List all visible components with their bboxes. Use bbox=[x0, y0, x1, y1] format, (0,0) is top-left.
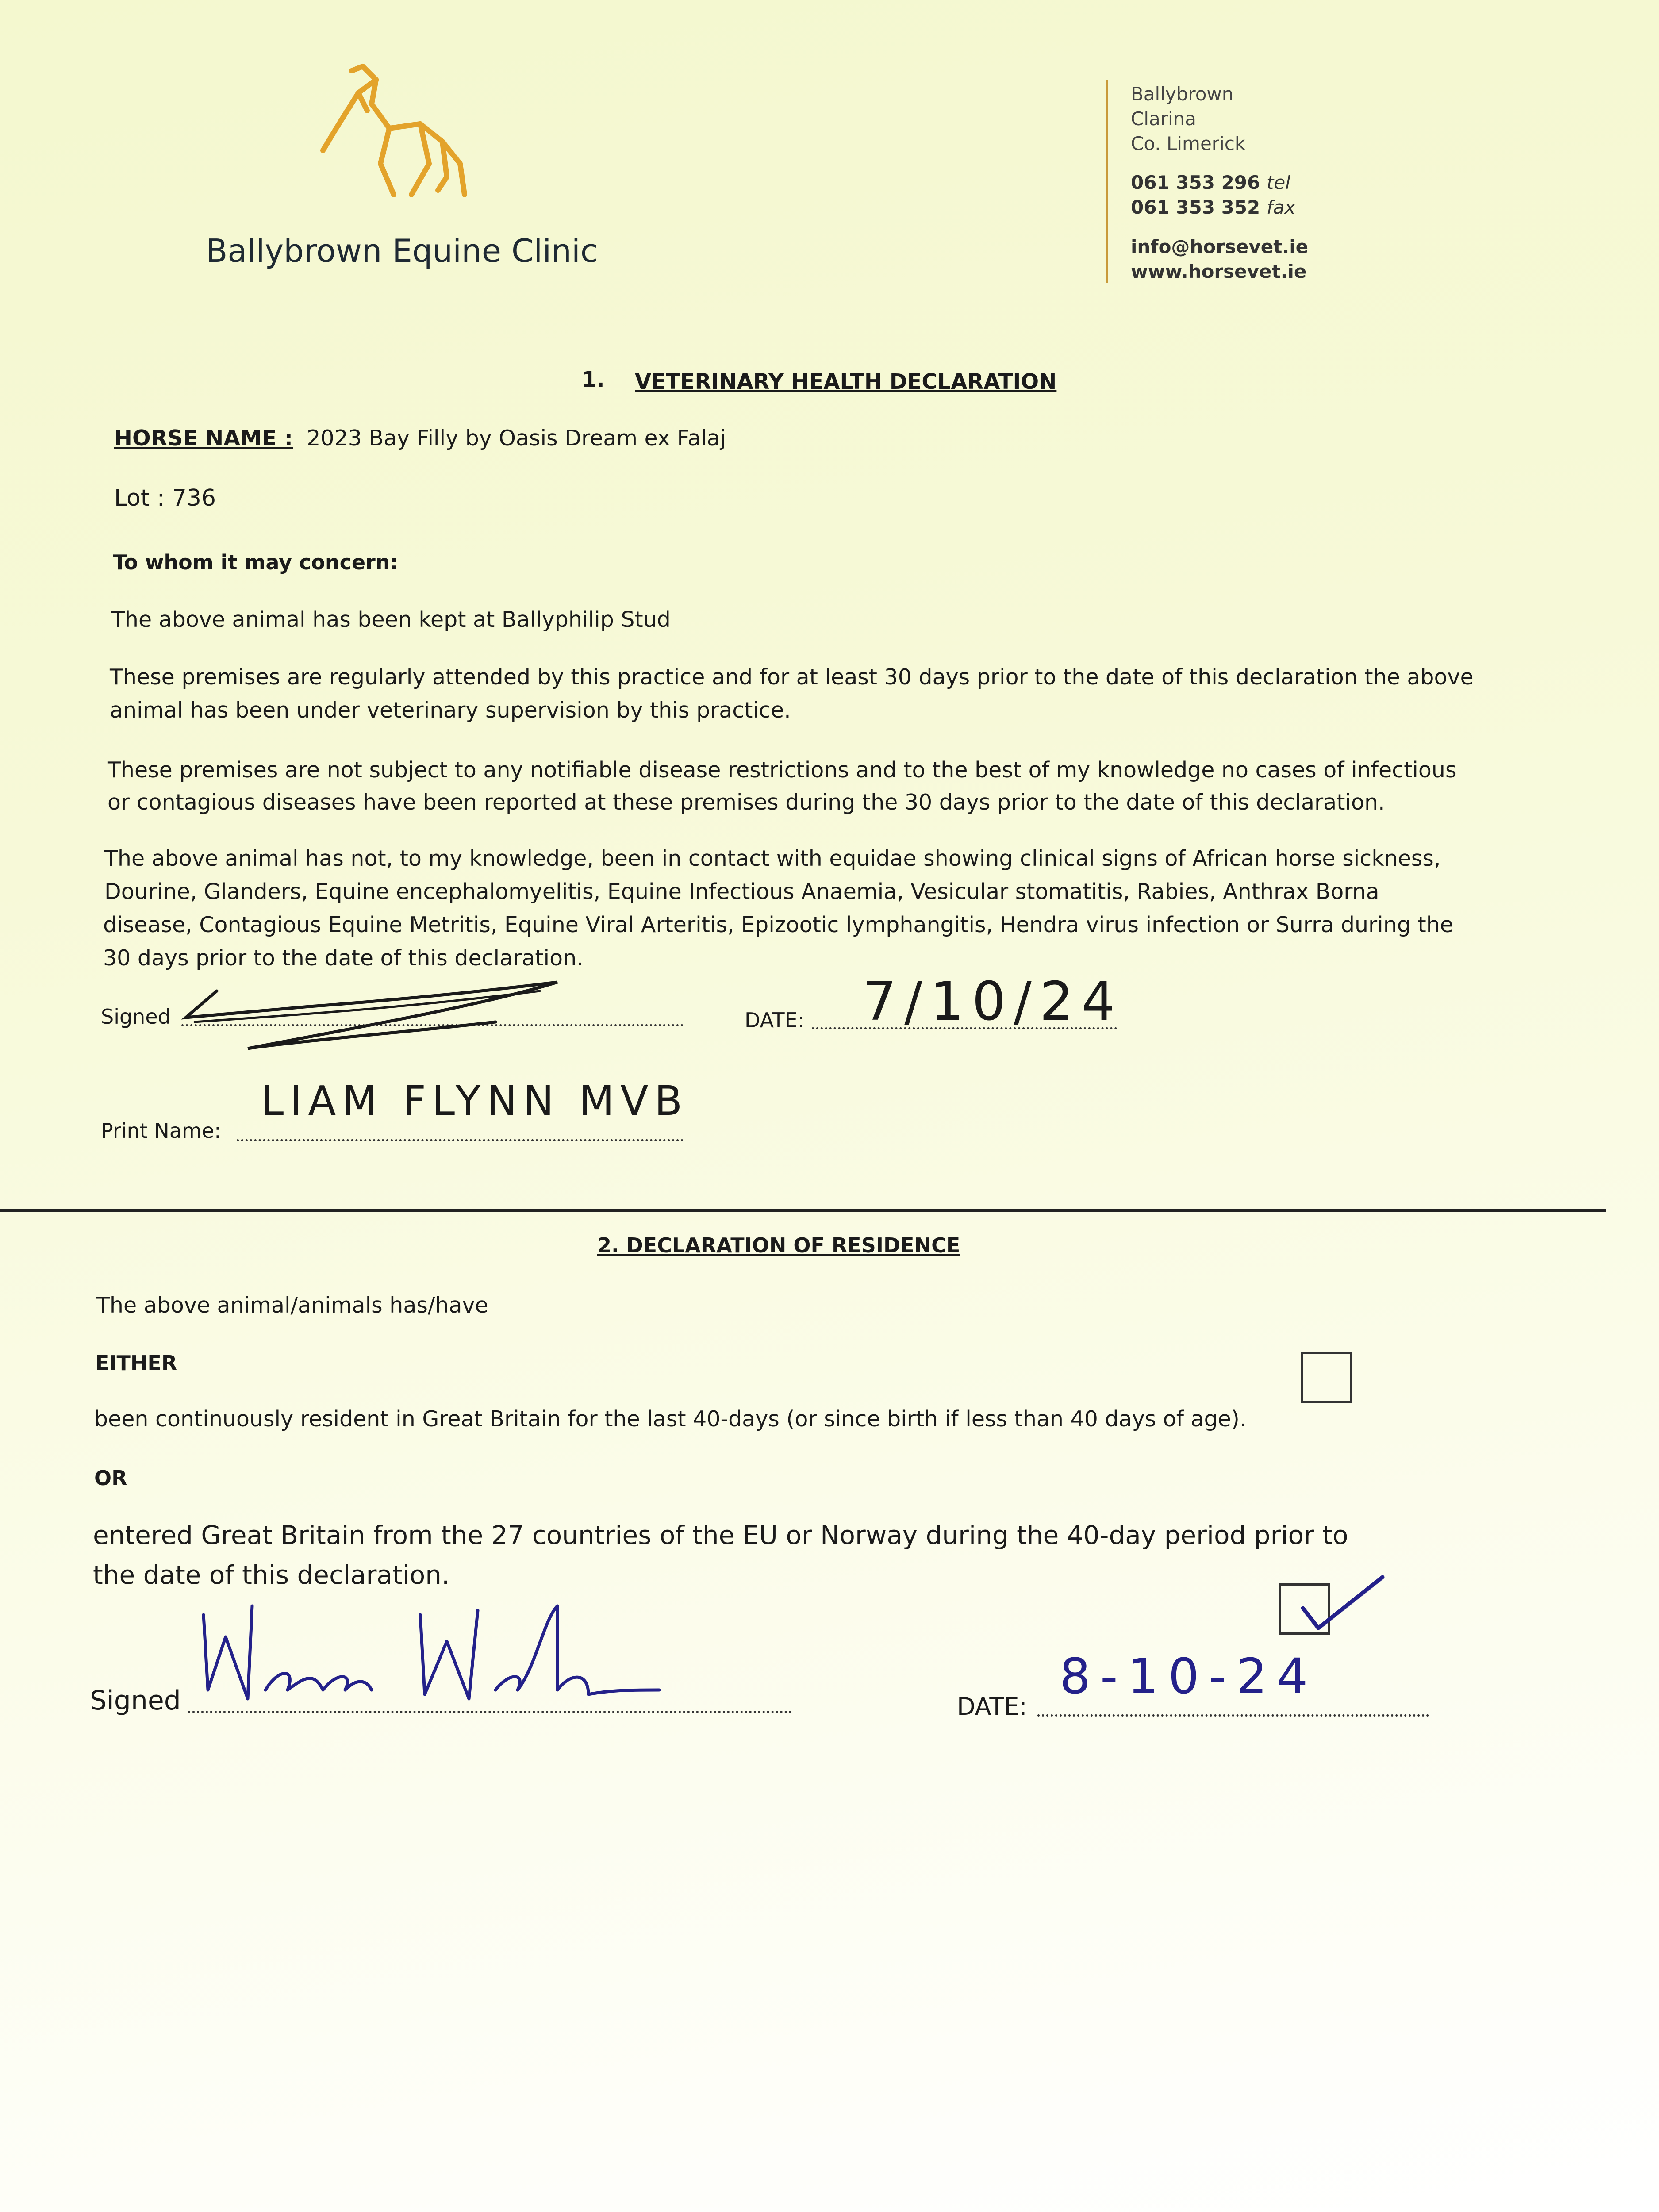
address-line-3: Co. Limerick bbox=[1131, 133, 1246, 154]
option2-line2: the date of this declaration. bbox=[93, 1560, 450, 1590]
tel-label: tel bbox=[1266, 172, 1290, 193]
lot-number: Lot : 736 bbox=[114, 485, 216, 511]
vet-signature bbox=[177, 964, 566, 1066]
fax-label: fax bbox=[1266, 196, 1296, 218]
para3-line3: disease, Contagious Equine Metritis, Equine Viral Arteritis, Epizootic lymphangitis, Hendra virus infection or Surra during the bbox=[103, 912, 1453, 937]
address-line-2: Clarina bbox=[1131, 108, 1197, 130]
para3-line1: The above animal has not, to my knowledge, been in contact with equidae showing clinical signs of African horse sickness, bbox=[104, 846, 1441, 871]
signed-label: Signed bbox=[101, 1005, 171, 1029]
date-label: DATE: bbox=[745, 1008, 805, 1032]
or-label: OR bbox=[94, 1466, 127, 1490]
horse-name: 2023 Bay Filly by Oasis Dream ex Falaj bbox=[307, 426, 726, 451]
para1-line1: These premises are regularly attended by this practice and for at least 30 days prior to the date of this declaration the above bbox=[110, 664, 1474, 690]
kept-at-statement: The above animal has been kept at Ballyphilip Stud bbox=[111, 607, 671, 632]
print-name-label: Print Name: bbox=[101, 1119, 221, 1143]
clinic-name: Ballybrown Equine Clinic bbox=[206, 232, 598, 269]
section2-title: 2. DECLARATION OF RESIDENCE bbox=[597, 1233, 960, 1257]
print-name-line bbox=[237, 1139, 684, 1141]
para3-line2: Dourine, Glanders, Equine encephalomyelitis, Equine Infectious Anaemia, Vesicular stomatitis, Rabies, Anthrax Borna bbox=[104, 879, 1379, 904]
horse-name-row bbox=[114, 422, 726, 454]
fax-number: 061 353 352 bbox=[1131, 196, 1260, 218]
printed-name: LIAM FLYNN MVB bbox=[261, 1077, 689, 1125]
date-label-2: DATE: bbox=[957, 1693, 1027, 1720]
para2-line2: or contagious diseases have been reported at these premises during the 30 days prior to the date of this declaration. bbox=[108, 790, 1385, 815]
fax bbox=[1131, 195, 1295, 220]
para1-line2: animal has been under veterinary supervision by this practice. bbox=[110, 698, 791, 723]
clinic-logo bbox=[310, 62, 469, 208]
checkmark-icon bbox=[1298, 1573, 1387, 1639]
para2-line1: These premises are not subject to any notifiable disease restrictions and to the best of my knowledge no cases of infectious bbox=[108, 757, 1457, 783]
option1-text: been continuously resident in Great Britain for the last 40-days (or since birth if less than 40 days of age). bbox=[94, 1406, 1247, 1432]
residence-intro: The above animal/animals has/have bbox=[96, 1293, 488, 1318]
date-line-2 bbox=[1037, 1714, 1429, 1717]
letterhead-divider bbox=[1106, 80, 1108, 283]
declaration-date: 7/10/24 bbox=[863, 971, 1123, 1033]
option1-checkbox[interactable] bbox=[1301, 1352, 1352, 1403]
option2-line1: entered Great Britain from the 27 countries of the EU or Norway during the 40-day period prior to bbox=[93, 1520, 1348, 1550]
owner-signature bbox=[190, 1588, 672, 1721]
address-line-1: Ballybrown bbox=[1131, 83, 1234, 105]
salutation: To whom it may concern: bbox=[113, 550, 398, 574]
horse-name-label: HORSE NAME : bbox=[114, 426, 293, 451]
telephone bbox=[1131, 170, 1290, 195]
signed-label-2: Signed bbox=[90, 1685, 181, 1716]
website-link[interactable]: www.horsevet.ie bbox=[1131, 261, 1307, 282]
section1-title: VETERINARY HEALTH DECLARATION bbox=[635, 369, 1057, 394]
email-link[interactable]: info@horsevet.ie bbox=[1131, 236, 1309, 257]
para3-line4: 30 days prior to the date of this declaration. bbox=[103, 945, 584, 971]
section1-number: 1. bbox=[582, 367, 605, 392]
either-label: EITHER bbox=[95, 1351, 177, 1375]
section-divider bbox=[0, 1209, 1606, 1212]
residence-date: 8-10-24 bbox=[1060, 1648, 1318, 1705]
tel-number: 061 353 296 bbox=[1131, 172, 1260, 193]
